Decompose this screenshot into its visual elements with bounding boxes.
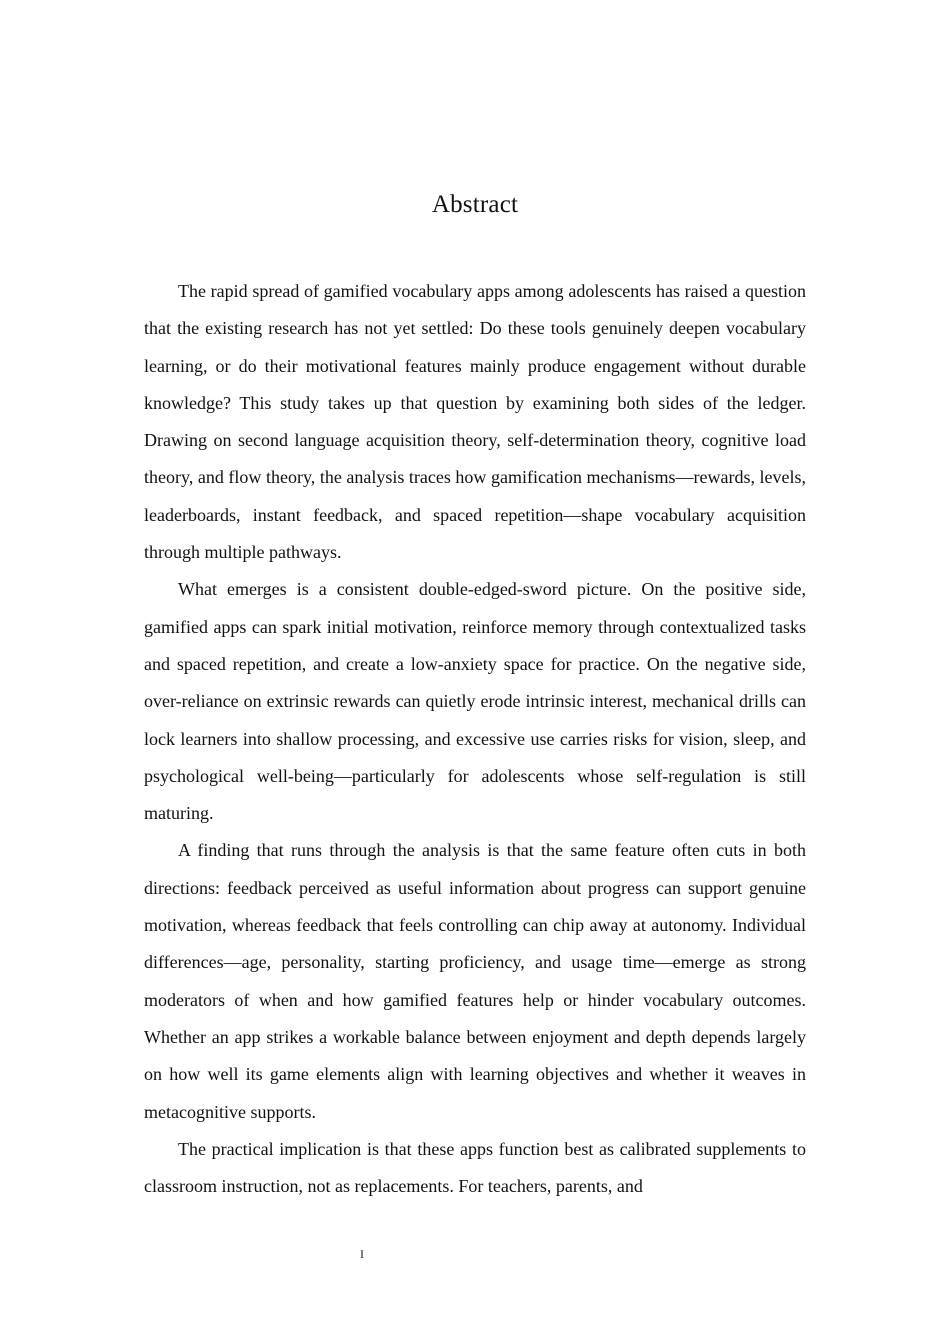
abstract-body (144, 273, 806, 1205)
abstract-paragraph-2: What emerges is a consistent double-edged-sword picture. On the positive side, gamified apps can spark initial motivation, reinforce memory through contextualized tasks and spaced repetition, and create a low-anxiety space for practice. On the negative side, over-reliance on extrinsic rewards can quietly erode intrinsic interest, mechanical drills can lock learners into shallow processing, and excessive use carries risks for vision, sleep, and psychological well-being—particularly for adolescents whose self-regulation is still maturing. (144, 579, 806, 824)
abstract-paragraph-1: The rapid spread of gamified vocabulary apps among adolescents has raised a question that the existing research has not yet settled: Do these tools genuinely deepen vocabulary learning, or do their motivational features mainly produce engagement without durable knowledge? This study takes up that question by examining both sides of the ledger. Drawing on second language acquisition theory, self-determination theory, cognitive load theory, and flow theory, the analysis traces how gamification mechanisms—rewards, levels, leaderboards, instant feedback, and spaced repetition—shape vocabulary acquisition through multiple pathways. (144, 281, 806, 563)
abstract-paragraph-3: A finding that runs through the analysis is that the same feature often cuts in both directions: feedback perceived as useful information about progress can support genuine motivation, whereas feedback that feels controlling can chip away at autonomy. Individual differences—age, personality, starting proficiency, and usage time—emerge as strong moderators of when and how gamified features help or hinder vocabulary outcomes. Whether an app strikes a workable balance between enjoyment and depth depends largely on how well its game elements align with learning objectives and whether it weaves in metacognitive supports. (144, 840, 806, 1122)
abstract-paragraph-4: The practical implication is that these apps function best as calibrated supplements to classroom instruction, not as replacements. For teachers, parents, and (144, 1138, 806, 1197)
page-number: I (360, 1247, 364, 1261)
abstract-title: Abstract (431, 191, 519, 218)
